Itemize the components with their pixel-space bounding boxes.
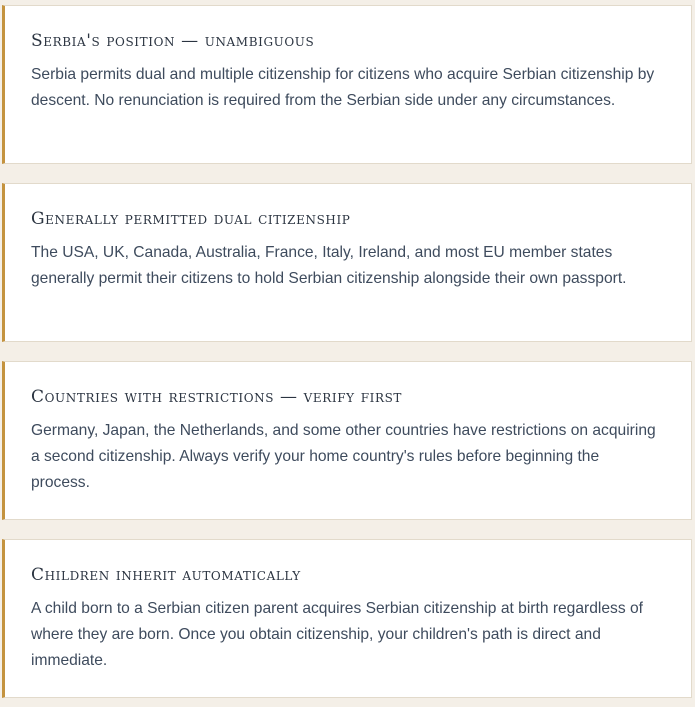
info-card-children-inherit [2,539,692,698]
info-card-serbia-position [2,5,692,164]
info-card-generally-permitted [2,183,692,342]
card-title: Children inherit automatically [31,565,301,585]
card-title: Generally permitted dual citizenship [31,209,351,229]
card-body: The USA, UK, Canada, Australia, France, Italy, Ireland, and most EU member states generally permit their citizens to hold Serbian citizenship alongside their own passport. [31,244,627,287]
info-card-restricted-countries [2,361,692,520]
card-body: A child born to a Serbian citizen parent acquires Serbian citizenship at birth regardless of where they are born. Once you obtain citizenship, your children's path is direct and immediate. [31,600,643,669]
card-title: Countries with restrictions — verify first [31,387,403,407]
card-body: Germany, Japan, the Netherlands, and some other countries have restrictions on acquiring a second citizenship. Always verify your home country's rules before beginning the process. [31,422,656,491]
card-title: Serbia's position — unambiguous [31,31,315,51]
card-body: Serbia permits dual and multiple citizenship for citizens who acquire Serbian citizenship by descent. No renunciation is required from the Serbian side under any circumstances. [31,66,655,109]
